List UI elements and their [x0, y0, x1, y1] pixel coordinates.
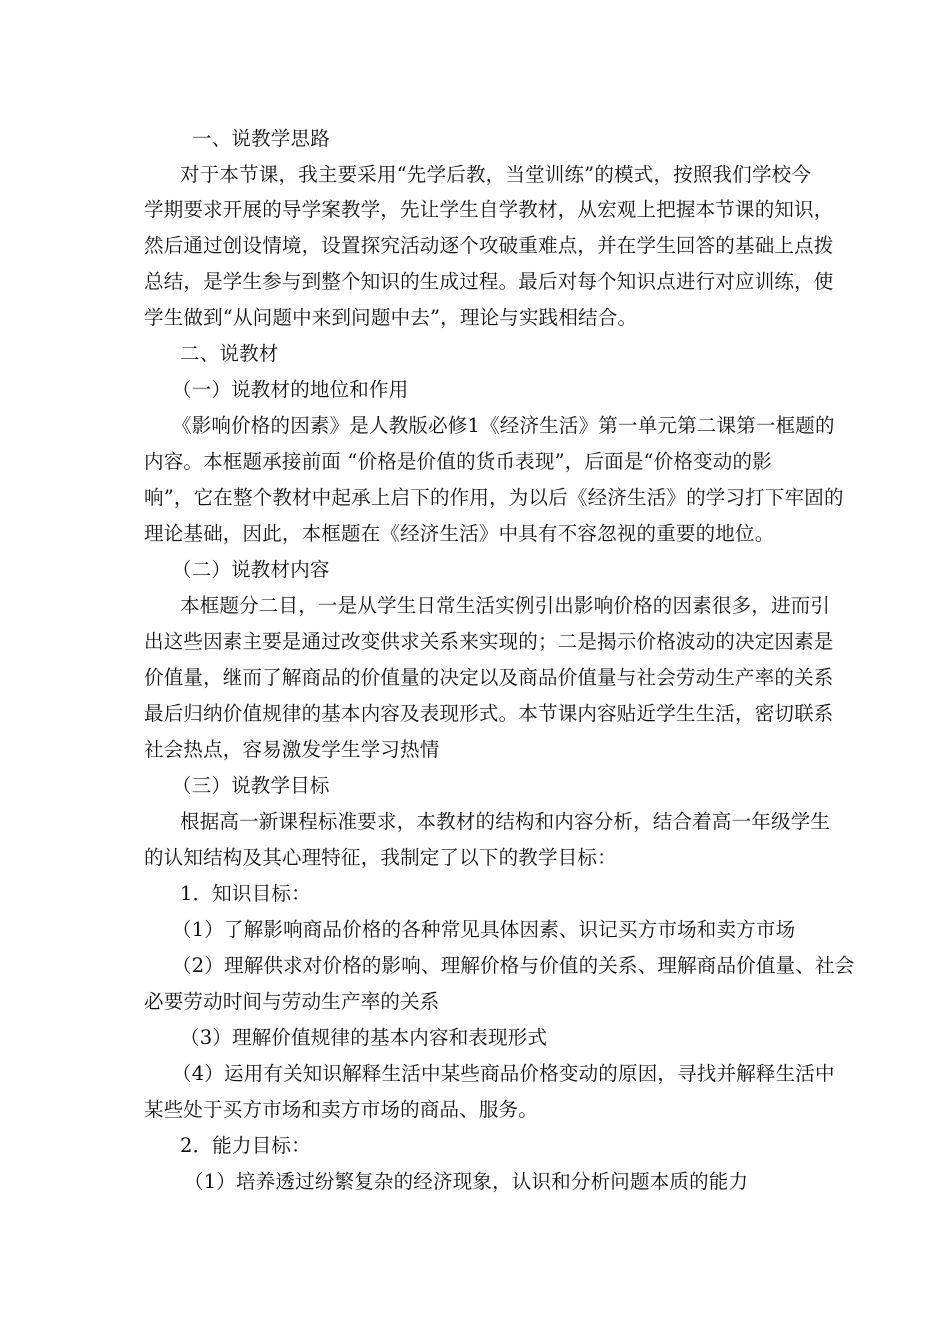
paragraph-line: 本框题分二目，一是从学生日常生活实例引出影响价格的因素很多，进而引	[180, 594, 831, 617]
paragraph-line: 学生做到“从问题中来到问题中去”，理论与实践相结合。	[144, 306, 638, 329]
goal-item: （1）了解影响商品价格的各种常见具体因素、识记买方市场和卖方市场	[172, 918, 796, 941]
heading-teaching-approach: 一、说教学思路	[192, 127, 330, 150]
paragraph-line: 价值量，继而了解商品的价值量的决定以及商品价值量与社会劳动生产率的关系	[144, 666, 834, 689]
subheading-textbook-content: （二）说教材内容	[172, 558, 330, 581]
paragraph-line: 的认知结构及其心理特征，我制定了以下的教学目标：	[144, 846, 617, 869]
paragraph-line: 响”，它在整个教材中起承上启下的作用，为以后《经济生活》的学习打下牢固的	[144, 486, 844, 509]
paragraph-line: 根据高一新课程标准要求，本教材的结构和内容分析，结合着高一年级学生	[180, 810, 831, 833]
goal-item: （4）运用有关知识解释生活中某些商品价格变动的原因，寻找并解释生活中	[172, 1062, 835, 1085]
goal-item-continuation: 某些处于买方市场和卖方市场的商品、服务。	[144, 1098, 539, 1121]
goal-item: （1）培养透过纷繁复杂的经济现象，认识和分析问题本质的能力	[184, 1170, 749, 1193]
goal-item: （2）理解供求对价格的影响、理解价格与价值的关系、理解商品价值量、社会	[172, 954, 855, 977]
goal-knowledge-heading: 1．知识目标：	[180, 882, 311, 905]
paragraph-line: 《影响价格的因素》是人教版必修1《经济生活》第一单元第二课第一框题的	[172, 414, 835, 437]
subheading-teaching-goals: （三）说教学目标	[172, 774, 330, 797]
paragraph-line: 内容。本框题承接前面 “价格是价值的货币表现”，后面是“价格变动的影	[144, 450, 772, 473]
paragraph-line: 理论基础，因此，本框题在《经济生活》中具有不容忽视的重要的地位。	[144, 522, 775, 545]
goal-ability-heading: 2．能力目标：	[180, 1134, 311, 1157]
paragraph-line: 最后归纳价值规律的基本内容及表现形式。本节课内容贴近学生生活，密切联系	[144, 702, 834, 725]
paragraph-line: 总结，是学生参与到整个知识的生成过程。最后对每个知识点进行对应训练，使	[144, 270, 834, 293]
paragraph-line: 对于本节课，我主要采用“先学后教，当堂训练”的模式，按照我们学校今	[180, 163, 812, 186]
goal-item: （3）理解价值规律的基本内容和表现形式	[180, 1026, 548, 1049]
goal-item-continuation: 必要劳动时间与劳动生产率的关系	[144, 990, 440, 1013]
heading-textbook: 二、说教材	[180, 342, 279, 365]
paragraph-line: 学期要求开展的导学案教学，先让学生自学教材，从宏观上把握本节课的知识，	[144, 198, 834, 221]
paragraph-line: 出这些因素主要是通过改变供求关系来实现的；二是揭示价格波动的决定因素是	[144, 630, 834, 653]
paragraph-line: 然后通过创设情境，设置探究活动逐个攻破重难点，并在学生回答的基础上点拨	[144, 234, 834, 257]
paragraph-line: 社会热点，容易激发学生学习热情	[144, 738, 440, 761]
subheading-status-role: （一）说教材的地位和作用	[172, 378, 409, 401]
